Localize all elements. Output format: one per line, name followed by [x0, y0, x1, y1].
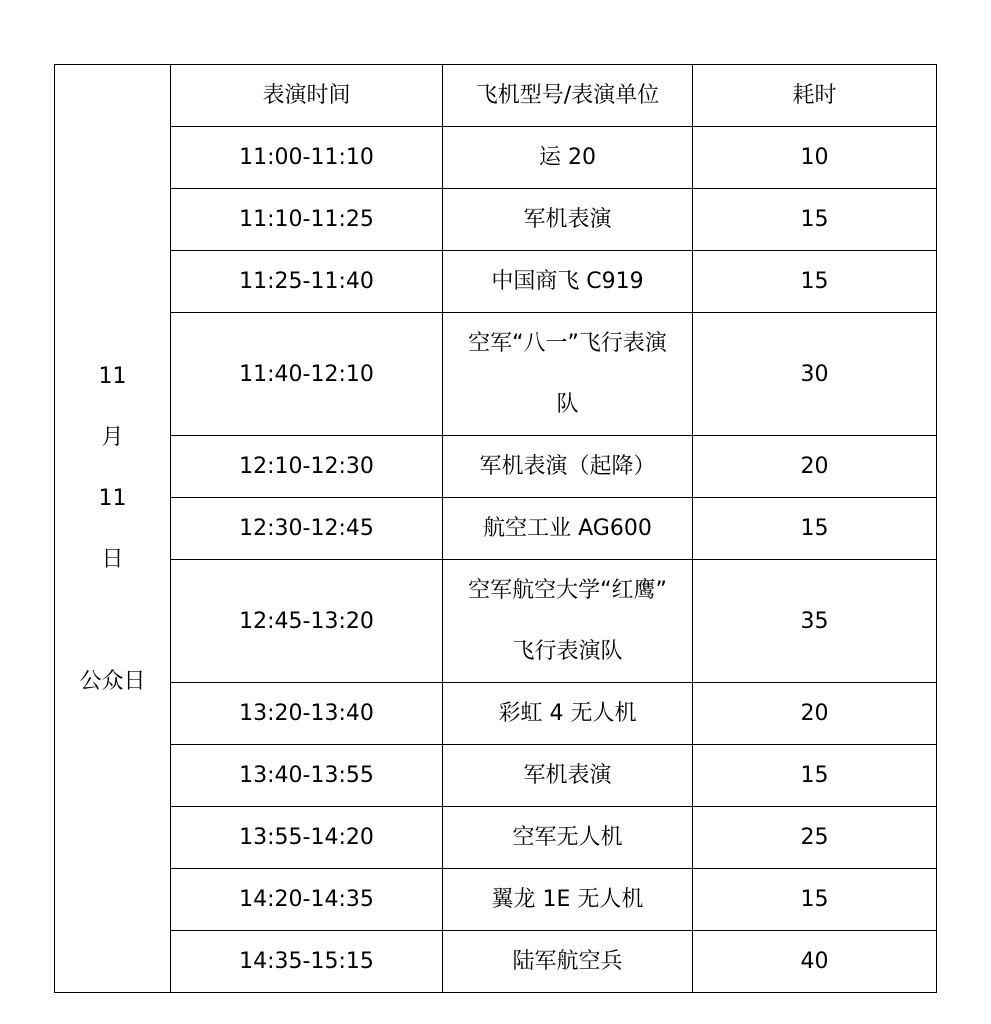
table-row — [55, 560, 937, 683]
unit-line: 军机表演 — [523, 207, 612, 232]
unit-cell — [443, 189, 693, 251]
date-label: 公众日 — [79, 668, 146, 694]
time-cell: 11:00-11:10 — [171, 127, 443, 189]
unit-line: 空军航空大学“红鹰” — [468, 578, 667, 603]
unit-line: 陆军航空兵 — [512, 949, 623, 974]
unit-cell — [443, 436, 693, 498]
date-line: 日 — [101, 546, 124, 572]
date-line: 月 — [101, 424, 124, 450]
unit-line: 军机表演 — [523, 763, 612, 788]
unit-line: 军机表演（起降） — [479, 454, 656, 479]
unit-cell — [443, 807, 693, 869]
duration-cell: 20 — [693, 436, 937, 498]
unit-cell — [443, 560, 693, 683]
time-cell: 13:40-13:55 — [171, 745, 443, 807]
unit-line: 翼龙 1E 无人机 — [491, 887, 644, 912]
unit-cell — [443, 683, 693, 745]
duration-cell: 15 — [693, 251, 937, 313]
unit-line: 空军“八一”飞行表演 — [468, 331, 667, 356]
unit-line: 中国商飞 C919 — [491, 269, 644, 294]
unit-cell — [443, 498, 693, 560]
table-row — [55, 313, 937, 436]
unit-line: 彩虹 4 无人机 — [498, 701, 637, 726]
table-row — [55, 498, 937, 560]
duration-cell: 35 — [693, 560, 937, 683]
unit-line: 航空工业 AG600 — [483, 516, 652, 541]
table-row — [55, 683, 937, 745]
duration-cell: 30 — [693, 313, 937, 436]
table-row — [55, 189, 937, 251]
date-spacer — [55, 590, 170, 651]
unit-cell — [443, 869, 693, 931]
unit-line: 运 20 — [539, 145, 596, 170]
header-duration: 耗时 — [693, 65, 937, 127]
time-cell: 12:10-12:30 — [171, 436, 443, 498]
time-cell: 12:30-12:45 — [171, 498, 443, 560]
header-unit: 飞机型号/表演单位 — [443, 65, 693, 127]
unit-cell — [443, 931, 693, 993]
duration-cell: 15 — [693, 745, 937, 807]
unit-line: 飞行表演队 — [512, 639, 623, 664]
unit-cell — [443, 745, 693, 807]
time-cell: 13:20-13:40 — [171, 683, 443, 745]
duration-cell: 25 — [693, 807, 937, 869]
unit-line: 队 — [556, 392, 579, 417]
unit-cell — [443, 313, 693, 436]
time-cell: 11:25-11:40 — [171, 251, 443, 313]
table-row — [55, 251, 937, 313]
time-cell: 14:35-15:15 — [171, 931, 443, 993]
duration-cell: 20 — [693, 683, 937, 745]
duration-cell: 15 — [693, 498, 937, 560]
date-line: 11 — [98, 363, 127, 389]
duration-cell: 15 — [693, 189, 937, 251]
schedule-table — [54, 64, 937, 993]
unit-line: 空军无人机 — [512, 825, 623, 850]
table-row — [55, 745, 937, 807]
time-cell: 13:55-14:20 — [171, 807, 443, 869]
time-cell: 11:10-11:25 — [171, 189, 443, 251]
table-row — [55, 436, 937, 498]
time-cell: 12:45-13:20 — [171, 560, 443, 683]
duration-cell: 10 — [693, 127, 937, 189]
date-cell — [55, 65, 171, 993]
unit-cell — [443, 127, 693, 189]
duration-cell: 40 — [693, 931, 937, 993]
table-row — [55, 931, 937, 993]
duration-cell: 15 — [693, 869, 937, 931]
unit-cell — [443, 251, 693, 313]
schedule-body — [55, 65, 937, 993]
header-time: 表演时间 — [171, 65, 443, 127]
table-row — [55, 127, 937, 189]
time-cell: 11:40-12:10 — [171, 313, 443, 436]
table-row — [55, 807, 937, 869]
time-cell: 14:20-14:35 — [171, 869, 443, 931]
header-row — [55, 65, 937, 127]
table-row — [55, 869, 937, 931]
date-line: 11 — [98, 485, 127, 511]
